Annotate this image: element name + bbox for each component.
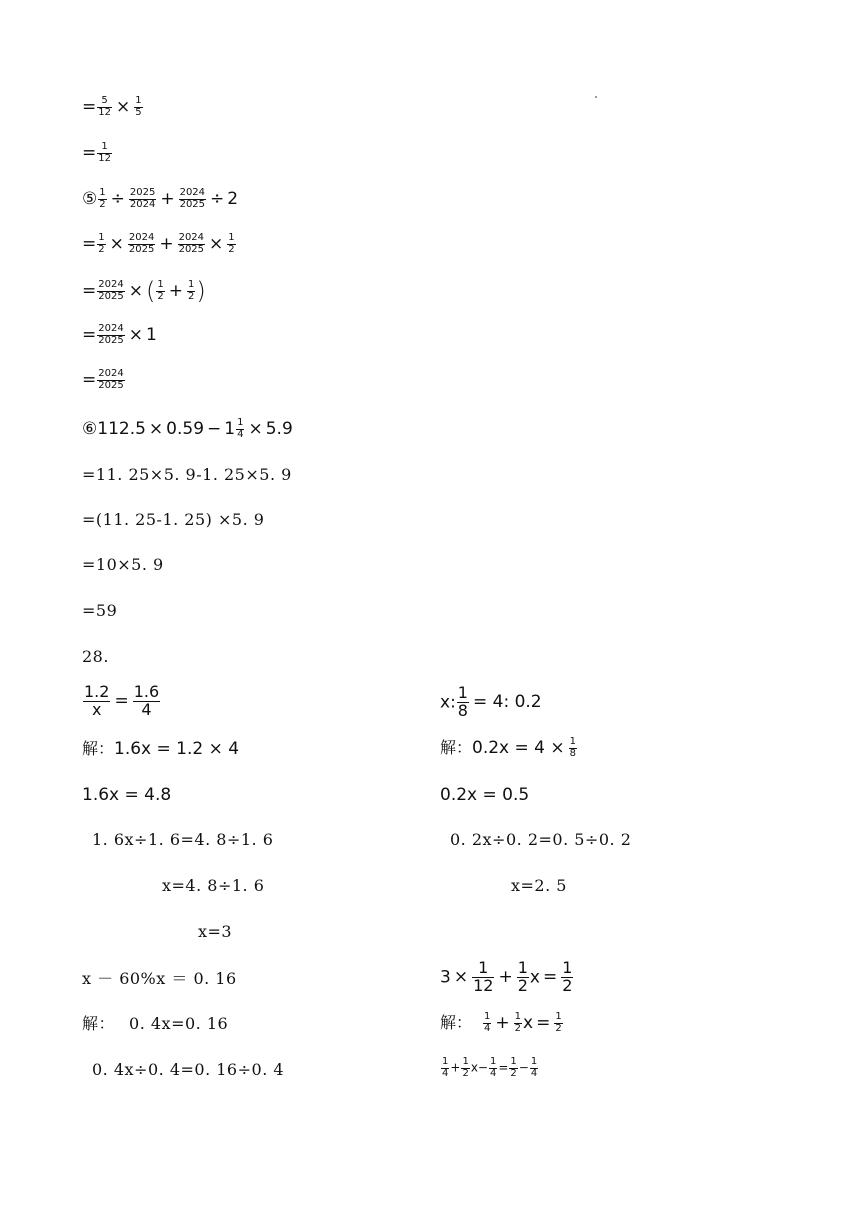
- fraction: $\frac{1}{2}$: [462, 1056, 469, 1079]
- equals: =: [82, 325, 97, 345]
- variable: x: [470, 1060, 478, 1075]
- number: 112.5: [97, 419, 146, 439]
- fraction: $\frac{1}{2}$: [99, 187, 106, 210]
- fraction: $\frac{1}{4}$: [489, 1056, 497, 1079]
- fraction: $\frac{2024}{2025}$: [128, 232, 155, 255]
- equation-1: [82, 684, 161, 719]
- times-sign: ×: [148, 419, 164, 439]
- step-line: [82, 233, 237, 255]
- fraction: $\frac{1}{12}$: [473, 958, 494, 995]
- problem-6: [82, 418, 293, 440]
- number: 2: [227, 189, 239, 209]
- right-paren: ): [196, 277, 206, 305]
- times-sign: ×: [128, 281, 143, 301]
- fraction: $\frac{1}{12}$: [98, 141, 111, 164]
- problem-number: ⑤: [82, 189, 98, 209]
- solution-line: [440, 1012, 564, 1034]
- fraction: $\frac{2024}{2025}$: [179, 187, 206, 210]
- equals: =: [82, 143, 97, 163]
- plus-sign: +: [498, 967, 513, 988]
- step-line: [82, 142, 113, 164]
- solution-line: 0. 2x÷0. 2=0. 5÷0. 2: [450, 830, 632, 849]
- fraction: $\frac{2025}{2024}$: [129, 187, 156, 210]
- number: 5.9: [265, 419, 293, 439]
- fraction: $\frac{1}{2}$: [157, 279, 164, 302]
- solution-line: 0.2x = 0.5: [440, 785, 530, 805]
- solution-line: [82, 1016, 228, 1032]
- equals: =: [82, 370, 97, 390]
- times-sign: ×: [128, 325, 143, 345]
- step-line: =11. 25×5. 9-1. 25×5. 9: [82, 465, 292, 484]
- fraction: $\frac{1}{2}$: [510, 1056, 517, 1079]
- equation-text: 0.2x = 4 ×: [472, 738, 565, 758]
- fraction: $\frac{1}{4}$: [484, 1011, 491, 1034]
- equals: =: [82, 234, 97, 254]
- fraction: $\frac{1}{4}$: [442, 1056, 449, 1079]
- equation-2: [440, 685, 542, 720]
- solution-line: [82, 741, 239, 758]
- solution-line: 1. 6x÷1. 6=4. 8÷1. 6: [92, 830, 274, 849]
- problem-number: ⑥: [82, 419, 98, 439]
- fraction: $\frac{2024}{2025}$: [178, 232, 205, 255]
- solution-line: x=2. 5: [511, 876, 567, 895]
- fraction: $\frac{1.6}{4}$: [133, 682, 160, 719]
- fraction: $\frac{1}{2}$: [562, 958, 573, 995]
- variable: x: [440, 692, 451, 713]
- divide-sign: ÷: [210, 189, 225, 209]
- variable: x: [523, 1013, 534, 1033]
- fraction: $\frac{2024}{2025}$: [98, 323, 124, 346]
- number: 1: [224, 419, 236, 439]
- solution-line: [440, 737, 578, 759]
- minus-sign: −: [518, 1060, 529, 1075]
- variable: x: [529, 967, 540, 988]
- fraction: $\frac{1}{4}$: [530, 1056, 538, 1079]
- minus-sign: −: [207, 419, 222, 439]
- number: 1: [145, 325, 157, 345]
- times-sign: ×: [248, 419, 263, 439]
- plus-sign: +: [160, 189, 175, 209]
- fraction: $\frac{1}{2}$: [555, 1011, 562, 1034]
- times-sign: ×: [109, 234, 124, 254]
- equals: =: [536, 1013, 551, 1033]
- number: 3: [440, 967, 451, 988]
- equals: =: [82, 281, 97, 301]
- equals: =: [114, 691, 129, 712]
- solution-line: [440, 1057, 539, 1079]
- equation-text: = 4: 0.2: [472, 692, 542, 713]
- fraction: $\frac{1}{5}$: [135, 95, 142, 118]
- fraction: $\frac{1}{2}$: [98, 232, 105, 255]
- times-sign: ×: [115, 97, 131, 117]
- fraction: $\frac{1}{8}$: [569, 736, 577, 759]
- problem-5: [82, 188, 238, 210]
- solution-line: x=4. 8÷1. 6: [162, 876, 265, 895]
- colon: :: [450, 692, 456, 713]
- fraction: $\frac{1}{8}$: [457, 683, 468, 720]
- question-number: 28.: [82, 647, 109, 666]
- equals: =: [82, 97, 97, 117]
- equals: =: [542, 967, 558, 988]
- times-sign: ×: [453, 967, 469, 988]
- plus-sign: +: [168, 281, 183, 301]
- equation-text: 1.6x = 1.2 × 4: [114, 739, 240, 759]
- step-line: =59: [82, 601, 118, 620]
- plus-sign: +: [159, 234, 174, 254]
- equals: =: [498, 1060, 509, 1075]
- fraction: $\frac{1}{2}$: [514, 1011, 522, 1034]
- solution-line: x=3: [198, 922, 233, 941]
- step-line: [82, 279, 206, 303]
- fraction: $\frac{5}{12}$: [98, 95, 111, 118]
- step-line: =10×5. 9: [82, 555, 164, 574]
- solve-label: 解：: [440, 738, 473, 757]
- fraction: $\frac{1}{4}$: [237, 417, 244, 440]
- step-line: [82, 369, 126, 391]
- fraction: $\frac{2024}{2025}$: [98, 368, 124, 391]
- solve-label: 解：: [82, 739, 115, 758]
- fraction: $\frac{1}{2}$: [517, 958, 528, 995]
- equation-text: 0. 4x=0. 16: [129, 1014, 229, 1033]
- solution-line: 1.6x = 4.8: [82, 785, 172, 805]
- plus-sign: +: [450, 1060, 461, 1075]
- solve-label: 解：: [440, 1013, 473, 1032]
- solve-label: 解：: [82, 1014, 116, 1033]
- plus-sign: +: [495, 1013, 510, 1033]
- divide-sign: ÷: [110, 189, 125, 209]
- equation-4: [440, 960, 574, 995]
- solution-line: 0. 4x÷0. 4=0. 16÷0. 4: [92, 1060, 285, 1079]
- number: 0.59: [166, 419, 205, 439]
- stray-dot: [595, 96, 597, 98]
- fraction: $\frac{1}{2}$: [228, 232, 235, 255]
- fraction: $\frac{1.2}{x}$: [84, 682, 110, 719]
- minus-sign: −: [477, 1060, 488, 1075]
- step-line: [82, 96, 144, 118]
- fraction: $\frac{2024}{2025}$: [98, 279, 124, 302]
- step-line: =(11. 25-1. 25) ×5. 9: [82, 510, 265, 529]
- times-sign: ×: [209, 234, 224, 254]
- fraction: $\frac{1}{2}$: [187, 279, 195, 302]
- equation-3: x － 60%x ＝ 0. 16: [82, 969, 237, 988]
- step-line: [82, 324, 157, 346]
- left-paren: (: [145, 277, 156, 305]
